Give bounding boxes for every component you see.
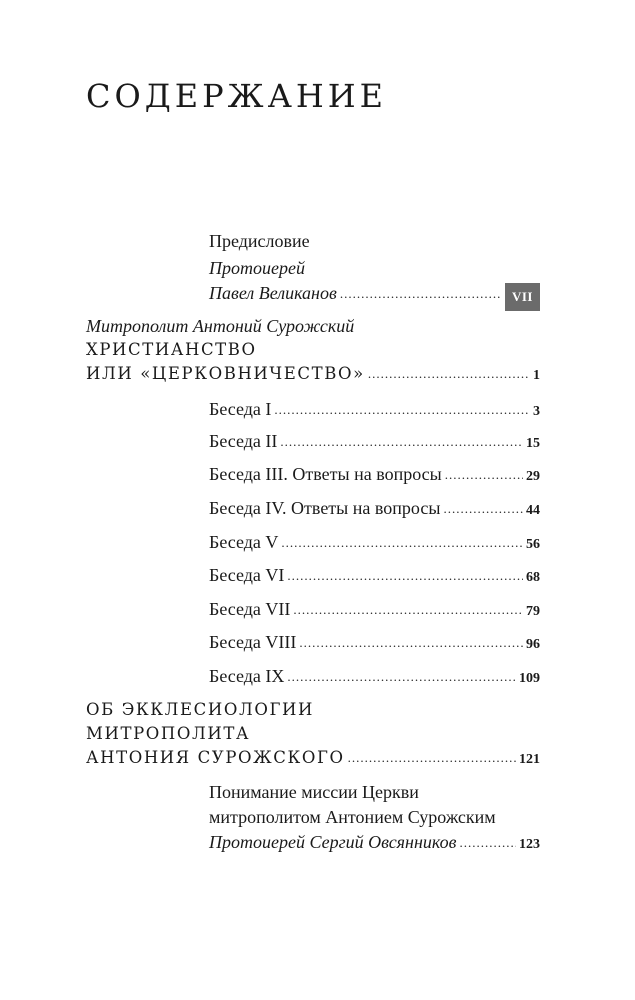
leader-dots	[368, 362, 530, 386]
talk-page-number: 15	[526, 436, 540, 451]
toc-preface-author-2[interactable]	[209, 281, 540, 305]
part2-page-number: 121	[519, 752, 540, 767]
toc-author-antony	[86, 314, 540, 338]
leader-dots	[299, 631, 523, 655]
toc-talk-item[interactable]	[209, 496, 540, 520]
toc-part2-line1	[86, 698, 540, 722]
leader-dots	[348, 746, 516, 770]
talk-label: Беседа IX	[209, 666, 285, 686]
talk-page-number: 79	[526, 604, 540, 619]
leader-dots	[293, 598, 523, 622]
talk-label: Беседа VII	[209, 599, 291, 619]
talk-page-number: 44	[526, 503, 540, 518]
part2-title-line1: ОБ ЭККЛЕСИОЛОГИИ	[86, 700, 315, 719]
toc-talk-item[interactable]	[209, 664, 540, 688]
toc-preface-author-1	[209, 256, 540, 280]
toc-talk-item[interactable]	[209, 630, 540, 654]
talk-page-number: 56	[526, 537, 540, 552]
part2-title-line2: МИТРОПОЛИТА	[86, 724, 251, 743]
talk-label: Беседа II	[209, 431, 278, 451]
preface-author-second: Павел Великанов	[209, 283, 337, 303]
toc-talk-item[interactable]	[209, 530, 540, 554]
preface-author-first: Протоиерей	[209, 258, 305, 278]
toc-talk-item[interactable]	[209, 429, 540, 453]
talk-label: Беседа VI	[209, 565, 285, 585]
toc-talk-item[interactable]	[209, 462, 540, 486]
toc-talk-item[interactable]	[209, 597, 540, 621]
leader-dots	[340, 282, 502, 306]
toc-part2-line2	[86, 722, 540, 746]
leader-dots	[287, 564, 523, 588]
leader-dots	[280, 430, 523, 454]
leader-dots	[445, 463, 523, 487]
article-title-line2: митрополитом Антонием Сурожским	[209, 807, 496, 827]
toc-talk-item[interactable]	[209, 563, 540, 587]
toc-talk-item[interactable]	[209, 397, 540, 421]
toc-part2-line3[interactable]	[86, 746, 540, 770]
leader-dots	[274, 398, 530, 422]
article-title-line1: Понимание миссии Церкви	[209, 782, 419, 802]
toc-part1-line1	[86, 338, 540, 362]
part2-title-line3: АНТОНИЯ СУРОЖСКОГО	[86, 748, 345, 767]
article-page-number: 123	[519, 837, 540, 852]
preface-page-badge: VII	[505, 283, 540, 311]
preface-label: Предисловие	[209, 231, 310, 251]
part1-title-line2: ИЛИ «ЦЕРКОВНИЧЕСТВО»	[86, 364, 365, 383]
talk-page-number: 3	[533, 404, 540, 419]
part1-page-number: 1	[533, 368, 540, 383]
talk-page-number: 109	[519, 671, 540, 686]
part1-title-line1: ХРИСТИАНСТВО	[86, 340, 257, 359]
toc-preface-label	[209, 229, 540, 253]
talk-label: Беседа V	[209, 532, 279, 552]
talk-label: Беседа IV. Ответы на вопросы	[209, 498, 441, 518]
leader-dots	[459, 831, 516, 855]
leader-dots	[281, 531, 523, 555]
page-title: СОДЕРЖАНИЕ	[86, 77, 387, 115]
toc-article-line1	[209, 780, 540, 804]
leader-dots	[443, 497, 523, 521]
talk-label: Беседа III. Ответы на вопросы	[209, 464, 442, 484]
toc-part1-line2[interactable]	[86, 362, 540, 386]
talk-page-number: 29	[526, 469, 540, 484]
talk-page-number: 96	[526, 637, 540, 652]
talk-label: Беседа I	[209, 399, 272, 419]
talk-page-number: 68	[526, 570, 540, 585]
article-author: Протоиерей Сергий Овсянников	[209, 832, 457, 852]
leader-dots	[287, 665, 516, 689]
author-antony: Митрополит Антоний Сурожский	[86, 316, 355, 336]
toc-article-line2	[209, 805, 540, 829]
talk-label: Беседа VIII	[209, 632, 297, 652]
toc-article-author[interactable]	[209, 830, 540, 854]
